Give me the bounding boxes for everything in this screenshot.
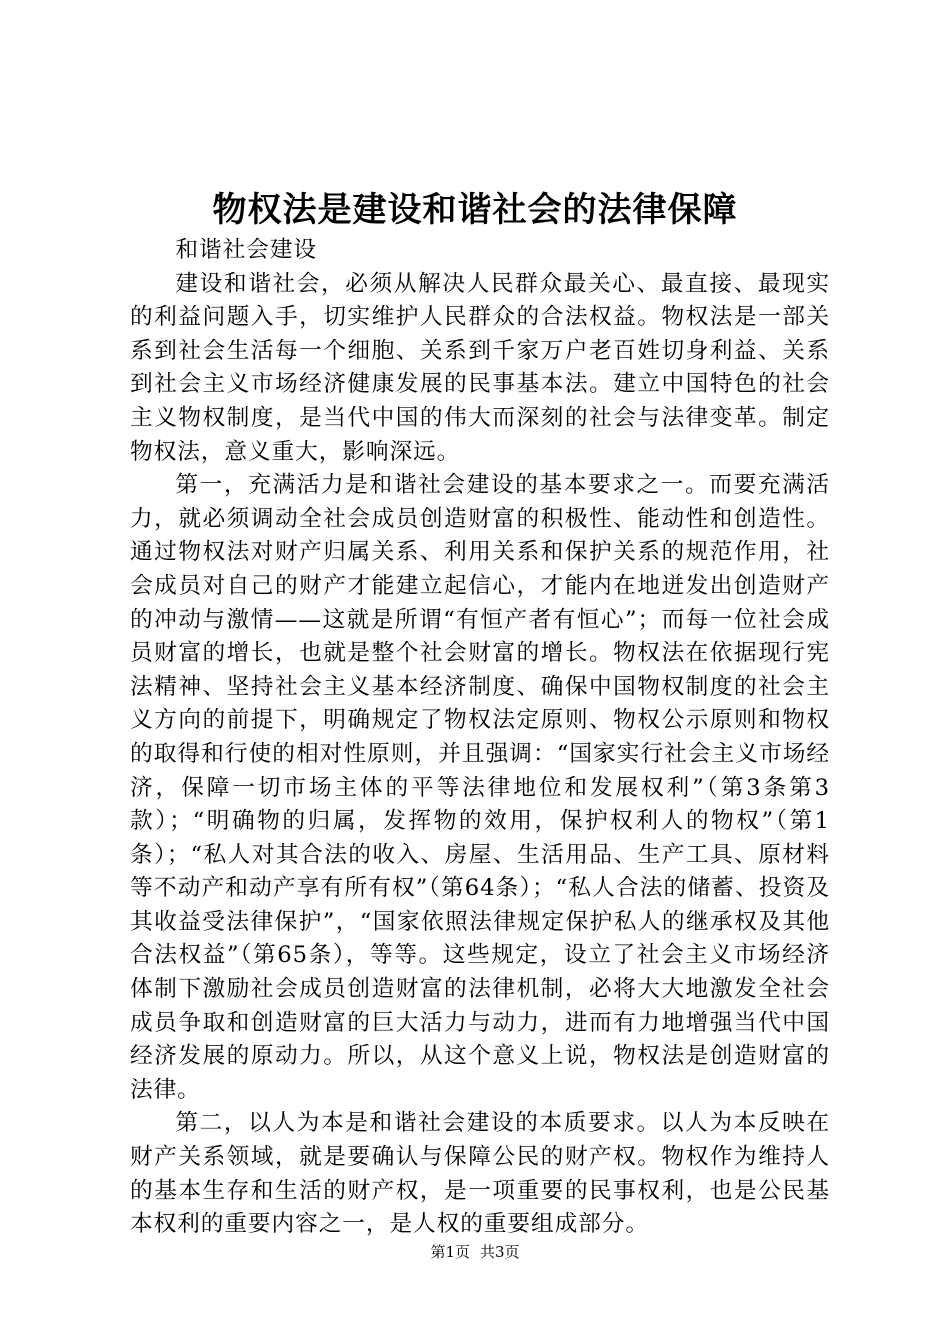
paragraph-subtitle: 和谐社会建设 — [175, 237, 317, 263]
page-number-total: 共3页 — [480, 1243, 520, 1261]
page-number-current: 第1页 — [430, 1243, 470, 1261]
document-body — [130, 234, 830, 1242]
paragraph-second-point: 第二，以人为本是和谐社会建设的本质要求。以人为本反映在财产关系领域，就是要确认与保障公民的财产权。物权作为维持人的基本生存和生活的财产权，是一项重要的民事权利，也是公民基本权利的重要内容之一，是人权的重要组成部分。 — [130, 1110, 830, 1238]
document-title: 物权法是建设和谐社会的法律保障 — [212, 190, 738, 230]
page-footer — [0, 1240, 950, 1264]
paragraph-intro: 建设和谐社会，必须从解决人民群众最关心、最直接、最现实的利益问题入手，切实维护人民群众的合法权益。物权法是一部关系到社会生活每一个细胞、关系到千家万户老百姓切身利益、关系到社会主义市场经济健康发展的民事基本法。建立中国特色的社会主义物权制度，是当代中国的伟大而深刻的社会与法律变革。制定物权法，意义重大，影响深远。 — [130, 270, 830, 465]
paragraph-first-point: 第一，充满活力是和谐社会建设的基本要求之一。而要充满活力，就必须调动全社会成员创造财富的积极性、能动性和创造性。通过物权法对财产归属关系、利用关系和保护关系的规范作用，社会成员对自己的财产才能建立起信心，才能内在地迸发出创造财产的冲动与激情——这就是所谓“有恒产者有恒心”；而每一位社会成员财富的增长，也就是整个社会财富的增长。物权法在依据现行宪法精神、坚持社会主义基本经济制度、确保中国物权制度的社会主义方向的前提下，明确规定了物权法定原则、物权公示原则和物权的取得和行使的相对性原则，并且强调：“国家实行社会主义市场经济，保障一切市场主体的平等法律地位和发展权利”（第3条第3款）；“明确物的归属，发挥物的效用，保护权利人的物权”（第1条）；“私人对其合法的收入、房屋、生活用品、生产工具、原材料等不动产和动产享有所有权”（第64条）；“私人合法的储蓄、投资及其收益受法律保护”，“国家依照法律规定保护私人的继承权及其他合法权益”（第65条），等等。这些规定，设立了社会主义市场经济体制下激励社会成员创造财富的法律机制，必将大大地激发全社会成员争取和创造财富的巨大活力与动力，进而有力地增强当代中国经济发展的原动力。所以，从这个意义上说，物权法是创造财富的法律。 — [130, 472, 830, 1103]
